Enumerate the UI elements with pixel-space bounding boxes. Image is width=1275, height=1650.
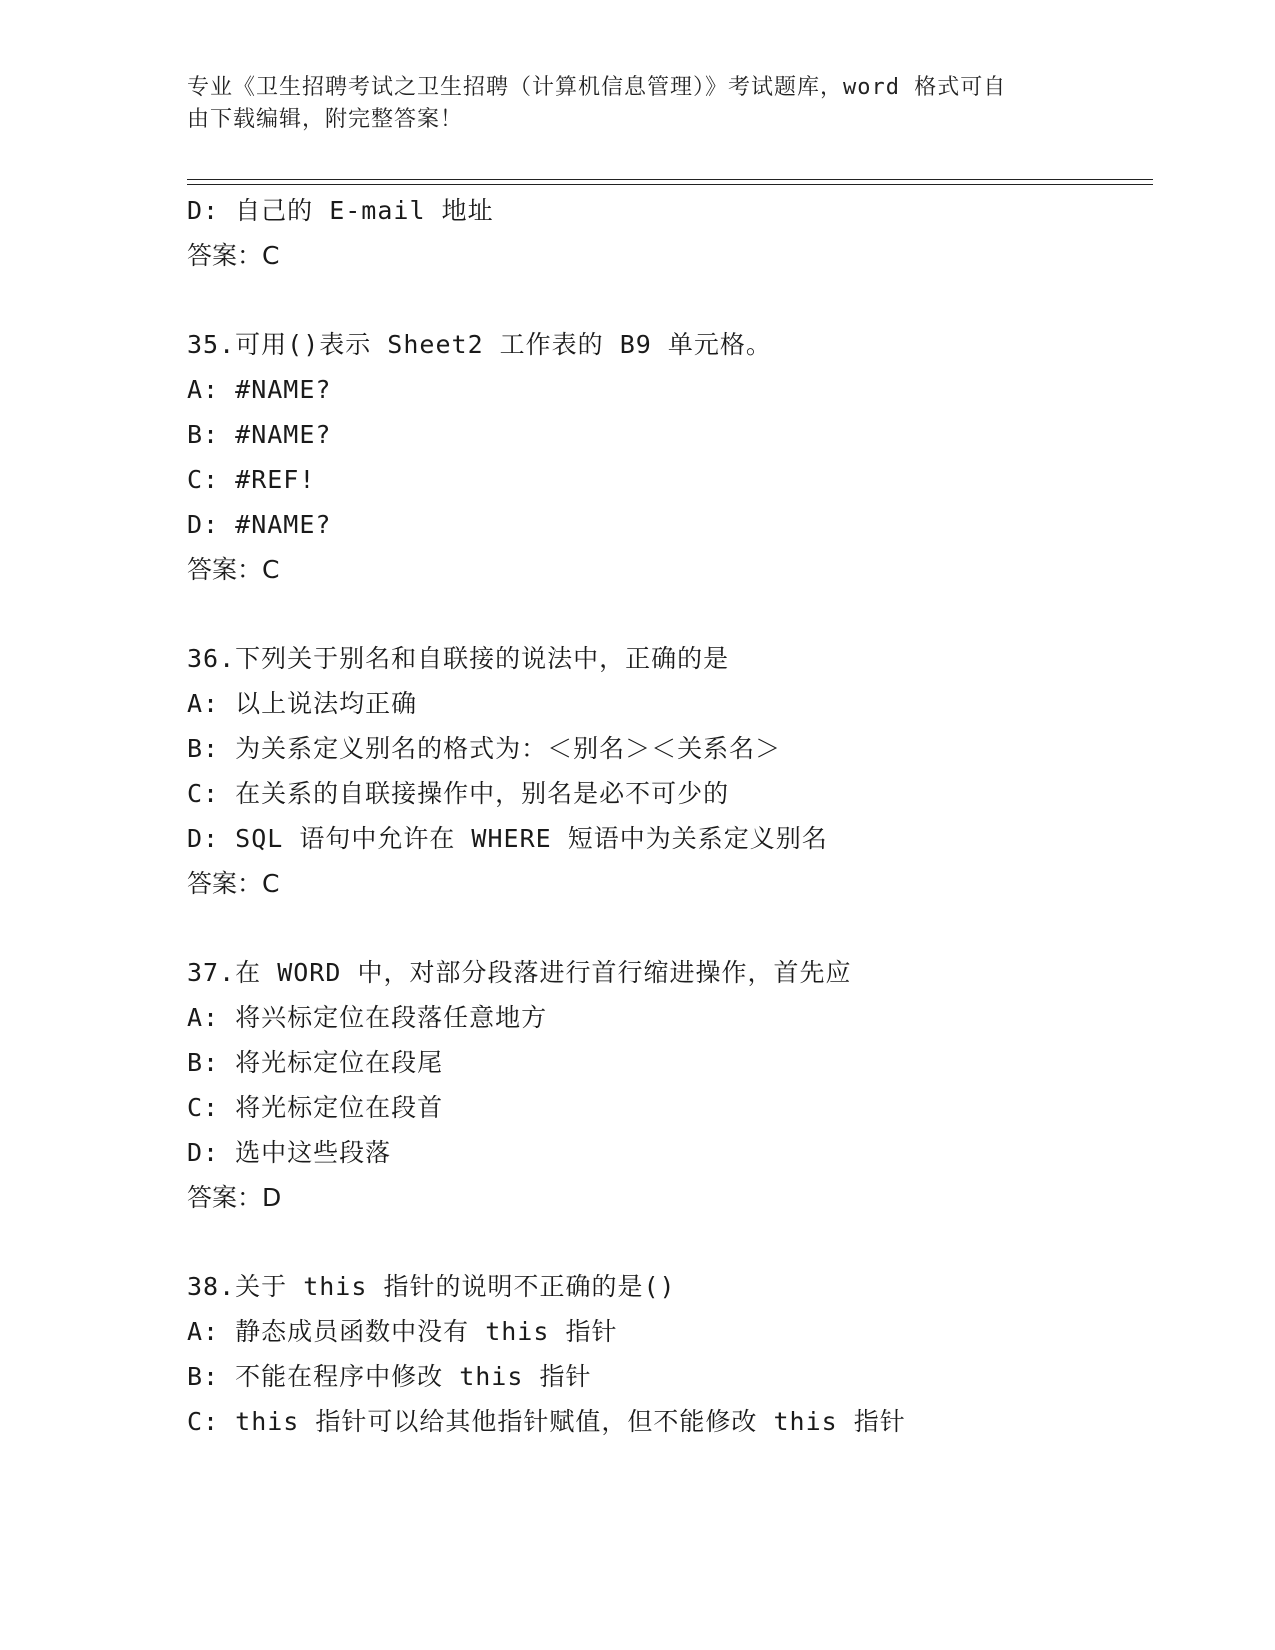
option-d: D: #NAME? xyxy=(187,510,332,539)
document-body xyxy=(187,188,1147,1444)
answer-line: 答案：C xyxy=(187,555,280,584)
spacer xyxy=(187,906,1147,950)
option-d: D: 自己的 E-mail 地址 xyxy=(187,196,494,225)
question-36 xyxy=(187,636,1147,906)
option-a: A: #NAME? xyxy=(187,375,332,404)
question-stem: 35.可用()表示 Sheet2 工作表的 B9 单元格。 xyxy=(187,330,772,359)
answer-line: 答案：C xyxy=(187,241,280,270)
option-c: C: 将光标定位在段首 xyxy=(187,1093,444,1122)
option-a: A: 静态成员函数中没有 this 指针 xyxy=(187,1317,618,1346)
question-38 xyxy=(187,1264,1147,1444)
question-37 xyxy=(187,950,1147,1220)
header-line-1: 专业《卫生招聘考试之卫生招聘（计算机信息管理）》考试题库，word 格式可自 xyxy=(187,75,1007,100)
question-35 xyxy=(187,322,1147,592)
header-line-2: 由下载编辑，附完整答案！ xyxy=(187,107,464,132)
option-b: B: 将光标定位在段尾 xyxy=(187,1048,444,1077)
option-d: D: SQL 语句中允许在 WHERE 短语中为关系定义别名 xyxy=(187,824,828,853)
option-c: C: 在关系的自联接操作中，别名是必不可少的 xyxy=(187,779,730,808)
question-stem: 38.关于 this 指针的说明不正确的是() xyxy=(187,1272,676,1301)
option-d: D: 选中这些段落 xyxy=(187,1138,392,1167)
question-stem: 37.在 WORD 中，对部分段落进行首行缩进操作，首先应 xyxy=(187,958,852,987)
header-divider-bottom xyxy=(187,184,1153,185)
spacer xyxy=(187,278,1147,322)
question-34-continued xyxy=(187,188,1147,278)
spacer xyxy=(187,1220,1147,1264)
answer-line: 答案：D xyxy=(187,1183,282,1212)
header-divider-top xyxy=(187,179,1153,180)
option-b: B: 不能在程序中修改 this 指针 xyxy=(187,1362,592,1391)
option-c: C: this 指针可以给其他指针赋值，但不能修改 this 指针 xyxy=(187,1407,906,1436)
page-header xyxy=(187,72,1067,136)
question-stem: 36.下列关于别名和自联接的说法中，正确的是 xyxy=(187,644,730,673)
option-a: A: 以上说法均正确 xyxy=(187,689,418,718)
option-a: A: 将兴标定位在段落任意地方 xyxy=(187,1003,548,1032)
option-c: C: #REF! xyxy=(187,465,316,494)
option-b: B: #NAME? xyxy=(187,420,332,449)
option-b: B: 为关系定义别名的格式为：＜别名＞＜关系名＞ xyxy=(187,734,782,763)
answer-line: 答案：C xyxy=(187,869,280,898)
spacer xyxy=(187,592,1147,636)
